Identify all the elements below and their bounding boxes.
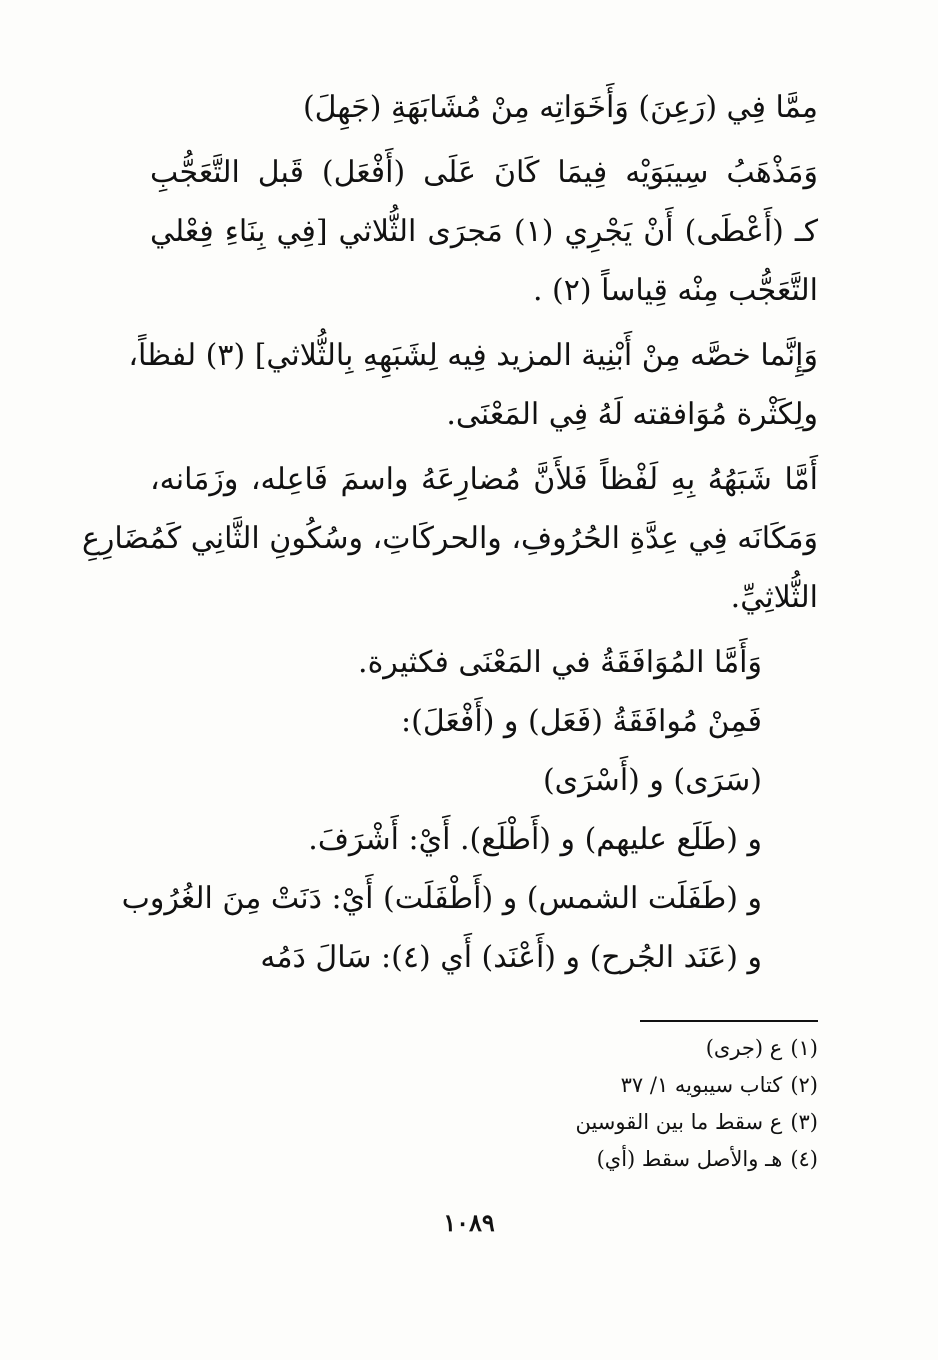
footnote-text: ع سقط ما بين القوسين: [575, 1110, 783, 1134]
footnote-number: (٤): [790, 1147, 818, 1171]
text-line-15: و (عَنَد الجُرح) و (أَعْنَد) أَي (٤): سَالَ دَمُه: [260, 940, 762, 975]
text-line-3: كـ (أَعْطَى) أَنْ يَجْرِي (١) مَجرَى الثُّلاثي [فِي بِنَاءِ فِعْلي: [150, 214, 818, 249]
text-line-5: وَإِنَّما خصَّه مِنْ أَبْنِية المزيد فِيه لِشَبَهِهِ بِالثُّلاثي] (٣) لفظاً،: [128, 338, 818, 373]
text-line-14: و (طَفَلَت الشمس) و (أَطْفَلَت) أَيْ: دَنَتْ مِنَ الغُرُوب: [121, 881, 762, 916]
footnote-divider: [640, 1020, 818, 1022]
text-line-4: التَّعَجُّب مِنْه قِياساً (٢) .: [532, 273, 818, 308]
text-line-1: مِمَّا فِي (رَعِنَ) وَأَخَوَاتِه مِنْ مُشَابَهَةِ (جَهِلَ): [302, 90, 818, 125]
text-line-10: وَأَمَّا المُوَافَقَةُ في المَعْنَى فكثيرة.: [358, 645, 762, 680]
footnote-text: ع (جرى): [705, 1036, 783, 1060]
footnote-4: [430, 1141, 818, 1178]
footnote-text: كتاب سيبويه ١/ ٣٧: [620, 1073, 783, 1097]
text-line-12: (سَرَى) و (أَسْرَى): [542, 763, 762, 798]
footnote-number: (١): [790, 1036, 818, 1060]
footnote-number: (٢): [790, 1073, 818, 1097]
text-line-2: وَمَذْهَبُ سِيبَوَيْه فِيمَا كَانَ عَلَى (أَفْعَل) قَبل التَّعَجُّبِ: [150, 155, 818, 190]
footnote-text: هـ والأصل سقط (أي): [596, 1147, 783, 1171]
footnote-number: (٣): [790, 1110, 818, 1134]
main-text: [82, 78, 818, 987]
text-line-8: وَمَكَانَه فِي عِدَّةِ الحُرُوفِ، والحركَاتِ، وسُكُونِ الثَّانِي كَمُضَارِعِ: [82, 521, 818, 556]
footnote-1: [430, 1030, 818, 1067]
text-line-9: الثُّلاثِيِّ.: [730, 580, 818, 615]
text-line-7: أَمَّا شَبَهُهُ بِهِ لَفْظاً فَلأَنَّ مُضارِعَهُ واسمَ فَاعِله، وزَمَانه،: [150, 462, 818, 497]
page-number: ١٠٨٩: [443, 1208, 495, 1237]
text-line-11: فَمِنْ مُوافَقَةُ (فَعَل) و (أَفْعَلَ):: [401, 704, 762, 739]
text-line-6: ولِكَثْرة مُوَافقته لَهُ فِي المَعْنَى.: [446, 397, 818, 432]
footnote-2: [430, 1067, 818, 1104]
footnote-3: [430, 1104, 818, 1141]
footnotes: [430, 1030, 818, 1178]
text-line-13: و (طَلَع عليهم) و (أَطْلَع). أَيْ: أَشْرَفَ.: [308, 822, 762, 857]
